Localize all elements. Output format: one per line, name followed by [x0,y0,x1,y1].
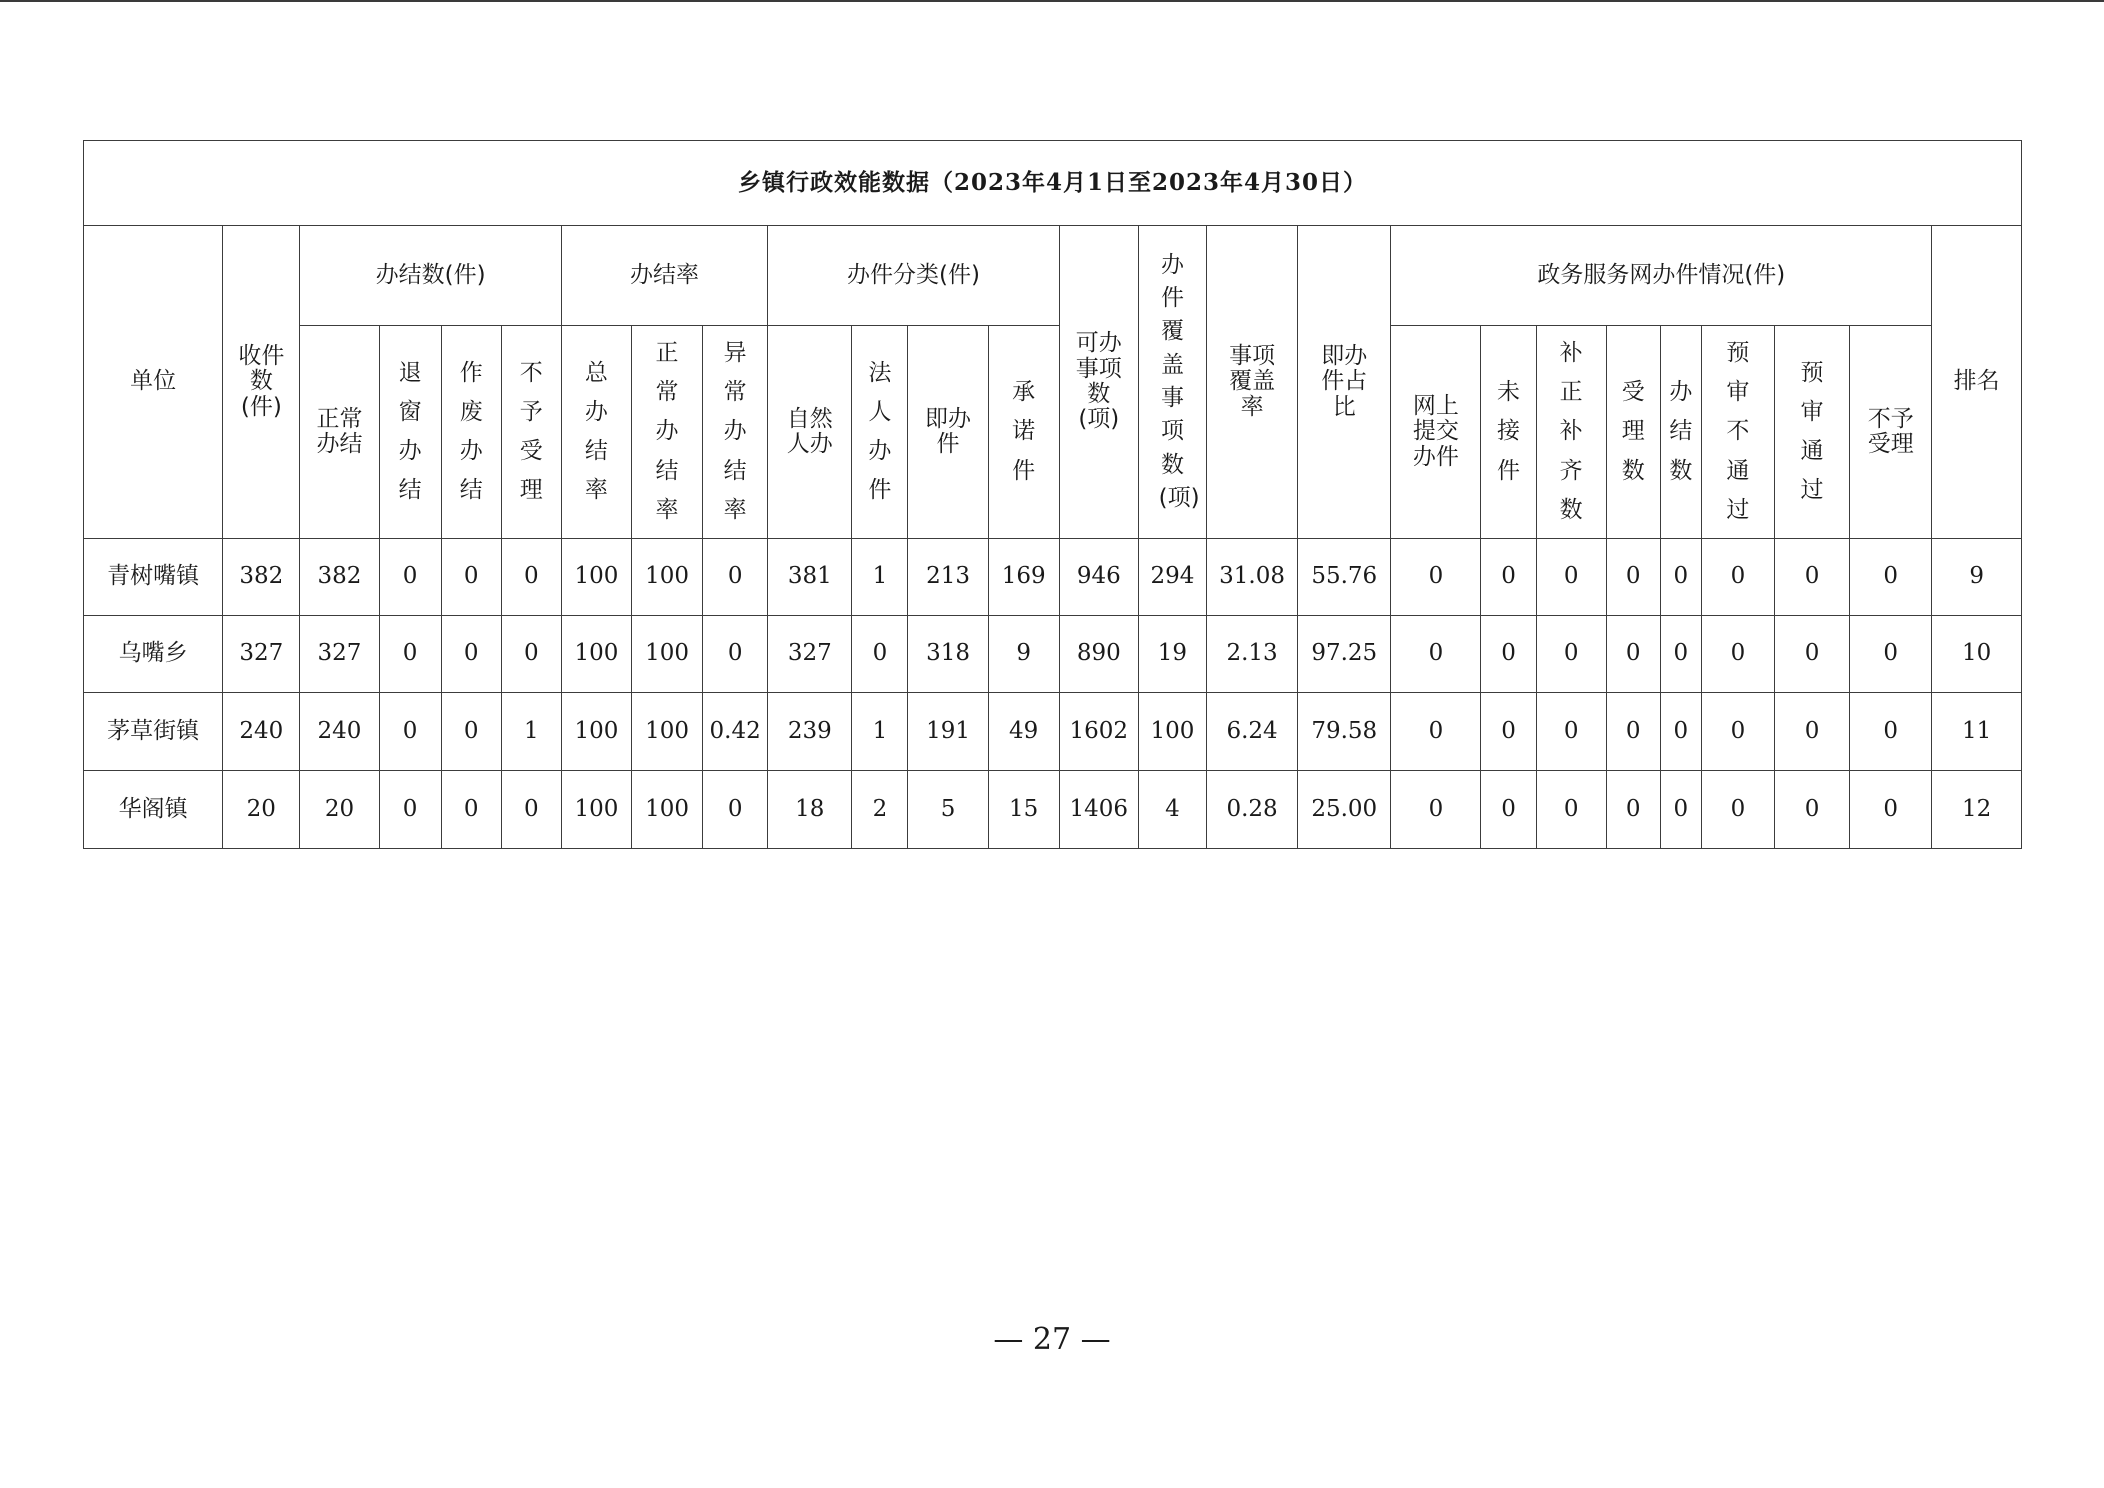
table-row [84,539,2022,616]
header-covered-items: 办件覆盖事项数(项) [1138,226,1206,539]
cell: 0 [1536,693,1606,771]
table-row [84,616,2022,693]
cell: 9 [988,616,1059,693]
row-unit: 青树嘴镇 [84,539,223,616]
header-rank: 排名 [1932,226,2022,539]
cell: 169 [988,539,1059,616]
cell: 2.13 [1207,616,1298,693]
cell: 0 [1701,539,1774,616]
header-online-corrections: 补正补齐数 [1536,326,1606,539]
cell: 49 [988,693,1059,771]
cell: 25.00 [1298,771,1391,849]
cell: 0 [379,693,441,771]
cell: 0 [1660,539,1701,616]
header-online-accepted: 受理数 [1606,326,1660,539]
cell: 0 [1660,771,1701,849]
cell: 191 [908,693,988,771]
cell: 100 [561,771,631,849]
cell: 0 [1606,539,1660,616]
cell: 0 [1701,616,1774,693]
header-online-rejected: 不予受理 [1850,326,1932,539]
cell: 0 [441,693,501,771]
header-completed-rejected: 不予受理 [501,326,561,539]
cell: 0 [1481,771,1536,849]
header-completed-void: 作废办结 [441,326,501,539]
cell: 240 [300,693,379,771]
cell: 100 [631,771,702,849]
cell: 0 [1391,771,1481,849]
cell: 0 [1391,539,1481,616]
cell: 0 [441,539,501,616]
table-title: 乡镇行政效能数据（2023年4月1日至2023年4月30日） [84,141,2022,226]
header-instant-ratio: 即办件占比 [1298,226,1391,539]
cell: 890 [1059,616,1138,693]
cell: 31.08 [1207,539,1298,616]
cell: 0 [1774,693,1849,771]
cell: 0 [501,539,561,616]
cell: 4 [1138,771,1206,849]
cell: 0 [1660,616,1701,693]
header-unit: 单位 [84,226,223,539]
cell: 946 [1059,539,1138,616]
cell: 0 [441,616,501,693]
cell: 12 [1932,771,2022,849]
cell: 100 [631,693,702,771]
cell: 1 [501,693,561,771]
cell: 0 [501,771,561,849]
cell: 0 [1850,771,1932,849]
header-online-prereview-pass: 预审通过 [1774,326,1849,539]
cell: 382 [300,539,379,616]
cell: 6.24 [1207,693,1298,771]
cell: 0 [1606,693,1660,771]
cell: 294 [1138,539,1206,616]
header-online-completed: 办结数 [1660,326,1701,539]
cell: 0 [1774,616,1849,693]
header-rate-normal: 正常办结率 [631,326,702,539]
cell: 100 [631,539,702,616]
row-unit: 华阁镇 [84,771,223,849]
header-available-items: 可办事项数(项) [1059,226,1138,539]
cell: 0.42 [703,693,768,771]
cell: 0 [1481,539,1536,616]
page-number: — 27 — [993,1322,1111,1357]
header-online-group: 政务服务网办件情况(件) [1391,226,1932,326]
cell: 0 [1774,771,1849,849]
cell: 240 [223,693,300,771]
cell: 0.28 [1207,771,1298,849]
header-coverage-rate: 事项覆盖率 [1207,226,1298,539]
cell: 79.58 [1298,693,1391,771]
efficiency-table [83,140,2022,849]
header-category-natural: 自然人办 [768,326,852,539]
header-category-group: 办件分类(件) [768,226,1060,326]
cell: 0 [1481,693,1536,771]
header-category-instant: 即办件 [908,326,988,539]
header-online-prereview-fail: 预审不通过 [1701,326,1774,539]
cell: 327 [223,616,300,693]
header-completed-group: 办结数(件) [300,226,561,326]
header-rate-group: 办结率 [561,226,767,326]
cell: 0 [1606,771,1660,849]
cell: 0 [1536,539,1606,616]
cell: 0 [1391,693,1481,771]
cell: 0 [379,539,441,616]
cell: 20 [300,771,379,849]
cell: 0 [441,771,501,849]
cell: 11 [1932,693,2022,771]
row-unit: 茅草街镇 [84,693,223,771]
header-online-not-received: 未接件 [1481,326,1536,539]
table-row [84,693,2022,771]
cell: 318 [908,616,988,693]
header-completed-normal: 正常办结 [300,326,379,539]
cell: 100 [561,616,631,693]
cell: 0 [501,616,561,693]
cell: 0 [1606,616,1660,693]
cell: 0 [703,616,768,693]
cell: 382 [223,539,300,616]
cell: 0 [1391,616,1481,693]
cell: 0 [1536,771,1606,849]
cell: 0 [1774,539,1849,616]
cell: 15 [988,771,1059,849]
cell: 18 [768,771,852,849]
cell: 381 [768,539,852,616]
header-completed-returned: 退窗办结 [379,326,441,539]
cell: 2 [852,771,908,849]
cell: 1406 [1059,771,1138,849]
cell: 0 [1660,693,1701,771]
cell: 55.76 [1298,539,1391,616]
cell: 213 [908,539,988,616]
header-category-legal: 法人办件 [852,326,908,539]
cell: 19 [1138,616,1206,693]
table-row [84,771,2022,849]
cell: 0 [1850,616,1932,693]
top-rule [0,0,2104,2]
header-category-promise: 承诺件 [988,326,1059,539]
header-received: 收件数(件) [223,226,300,539]
cell: 10 [1932,616,2022,693]
cell: 0 [379,616,441,693]
cell: 100 [1138,693,1206,771]
cell: 0 [703,539,768,616]
header-online-submitted: 网上提交办件 [1391,326,1481,539]
cell: 0 [1481,616,1536,693]
cell: 20 [223,771,300,849]
cell: 0 [1536,616,1606,693]
cell: 327 [300,616,379,693]
cell: 100 [561,693,631,771]
row-unit: 乌嘴乡 [84,616,223,693]
cell: 5 [908,771,988,849]
cell: 0 [1701,693,1774,771]
cell: 0 [1850,693,1932,771]
cell: 0 [852,616,908,693]
cell: 0 [1850,539,1932,616]
cell: 100 [561,539,631,616]
header-rate-total: 总办结率 [561,326,631,539]
cell: 0 [1701,771,1774,849]
cell: 97.25 [1298,616,1391,693]
header-rate-abnormal: 异常办结率 [703,326,768,539]
cell: 1602 [1059,693,1138,771]
cell: 1 [852,693,908,771]
cell: 0 [379,771,441,849]
cell: 0 [703,771,768,849]
cell: 100 [631,616,702,693]
cell: 9 [1932,539,2022,616]
cell: 1 [852,539,908,616]
cell: 239 [768,693,852,771]
cell: 327 [768,616,852,693]
